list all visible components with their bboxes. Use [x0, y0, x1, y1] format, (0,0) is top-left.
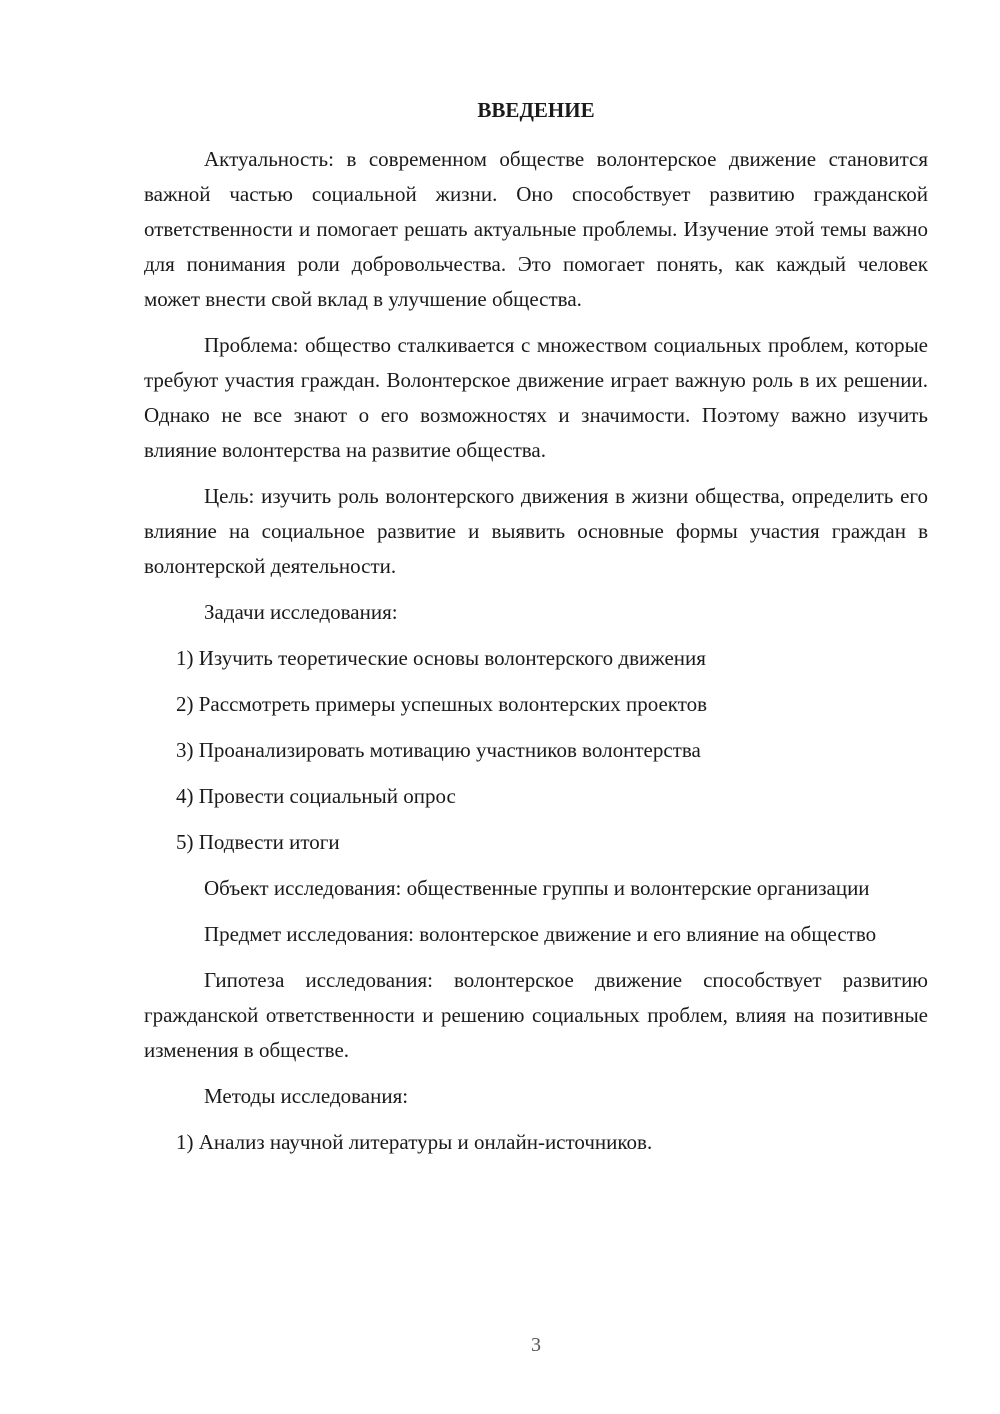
- relevance-paragraph: Актуальность: в современном обществе волонтерское движение становится важной частью социальной жизни. Оно способствует развитию гражданской ответственности и помогает решать актуальные проблемы. Изучение этой темы важно для понимания роли добровольчества. Это помогает понять, как каждый человек может внести свой вклад в улучшение общества.: [144, 147, 928, 311]
- problem-paragraph: Проблема: общество сталкивается с множеством социальных проблем, которые требуют участия граждан. Волонтерское движение играет важную роль в их решении. Однако не все знают о его возможностях и значимости. Поэтому важно изучить влияние волонтерства на развитие общества.: [144, 333, 928, 462]
- task-item-4: 4) Провести социальный опрос: [176, 784, 456, 808]
- tasks-heading: Задачи исследования:: [204, 600, 398, 624]
- subject-paragraph: Предмет исследования: волонтерское движение и его влияние на общество: [204, 922, 877, 946]
- hypothesis-paragraph: Гипотеза исследования: волонтерское движение способствует развитию гражданской ответственности и решению социальных проблем, влияя на позитивные изменения в обществе.: [144, 968, 928, 1062]
- page-number: 3: [531, 1334, 541, 1356]
- goal-paragraph: Цель: изучить роль волонтерского движения в жизни общества, определить его влияние на социальное развитие и выявить основные формы участия граждан в волонтерской деятельности.: [144, 484, 928, 578]
- task-item-1: 1) Изучить теоретические основы волонтерского движения: [176, 646, 706, 670]
- methods-heading: Методы исследования:: [204, 1084, 409, 1108]
- task-item-5: 5) Подвести итоги: [176, 830, 340, 854]
- page-title: ВВЕДЕНИЕ: [477, 98, 595, 122]
- object-paragraph: Объект исследования: общественные группы и волонтерские организации: [204, 876, 870, 900]
- method-item-1: 1) Анализ научной литературы и онлайн-источников.: [176, 1130, 653, 1154]
- document-body: [144, 142, 928, 1160]
- task-item-3: 3) Проанализировать мотивацию участников волонтерства: [176, 738, 701, 762]
- task-item-2: 2) Рассмотреть примеры успешных волонтерских проектов: [176, 692, 708, 716]
